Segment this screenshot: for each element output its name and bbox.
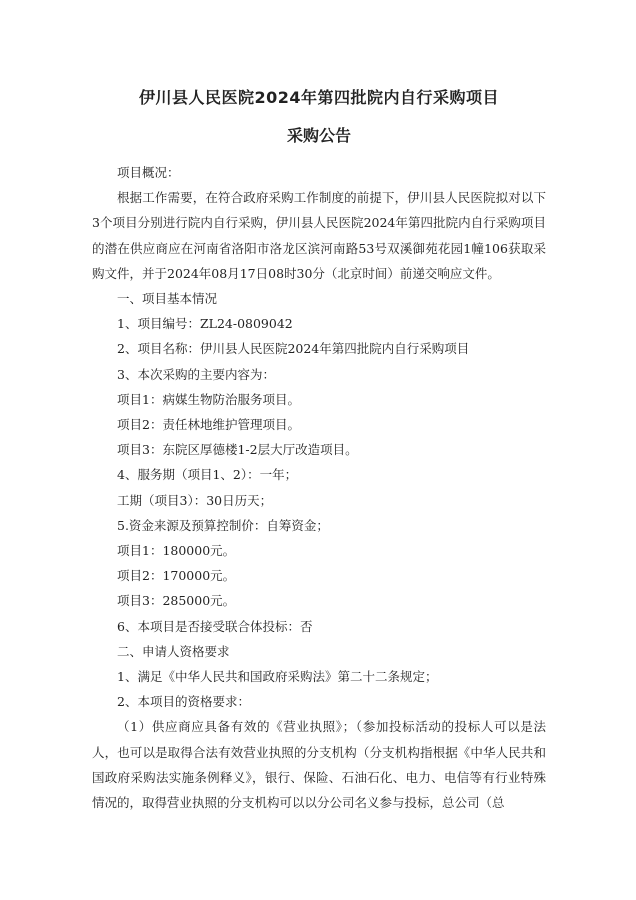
document-subtitle: 采购公告 [286,126,351,145]
funding-source: 5.资金来源及预算控制价：自筹资金； [117,517,329,533]
document-title: 伊川县人民医院2024年第四批院内自行采购项目 [138,88,500,107]
budget-item-3: 项目3：285000元。 [117,593,236,609]
overview-paragraph: 根据工作需要，在符合政府采购工作制度的前提下，伊川县人民医院拟对以下3个项目分别进行院内自行采购，伊川县人民医院2024年第四批院内自行采购项目的潜在供应商应在河南省洛阳市洛龙区滨河南路53号双溪御苑花园1幢106获取采购文件，并于2024年08月17日08时30分（北京时间）前递交响应文件。 [92,190,546,281]
budget-item-2: 项目2：170000元。 [117,568,236,584]
project-number: 1、项目编号：ZL24-0809042 [117,316,293,332]
procurement-item-3: 项目3：东院区厚德楼1-2层大厅改造项目。 [117,442,358,458]
qualification-detail: （1）供应商应具备有效的《营业执照》；（参加投标活动的投标人可以是法人，也可以是取得合法有效营业执照的分支机构（分支机构指根据《中华人民共和国政府采购法实施条例释义》，银行、保险、石油石化、电力、电信等有行业特殊情况的，取得营业执照的分支机构可以以分公司名义参与投标，总公司（总 [92,719,546,811]
overview-heading: 项目概况： [117,165,180,180]
procurement-item-1: 项目1：病媒生物防治服务项目。 [117,391,300,407]
procurement-item-2: 项目2：责任林地维护管理项目。 [117,417,300,433]
service-period: 4、服务期（项目1、2）：一年； [117,467,298,483]
budget-item-1: 项目1：180000元。 [117,543,236,559]
consortium-policy: 6、本项目是否接受联合体投标：否 [117,618,313,634]
work-period: 工期（项目3）：30日历天； [117,492,273,508]
project-name: 2、项目名称：伊川县人民医院2024年第四批院内自行采购项目 [117,341,470,357]
qualification-2: 2、本项目的资格要求： [117,694,250,710]
qualification-1: 1、满足《中华人民共和国政府采购法》第二十二条规定； [117,669,438,685]
section1-heading: 一、项目基本情况 [117,291,218,307]
procurement-content: 3、本次采购的主要内容为： [117,366,275,382]
section2-heading: 二、申请人资格要求 [117,643,230,659]
